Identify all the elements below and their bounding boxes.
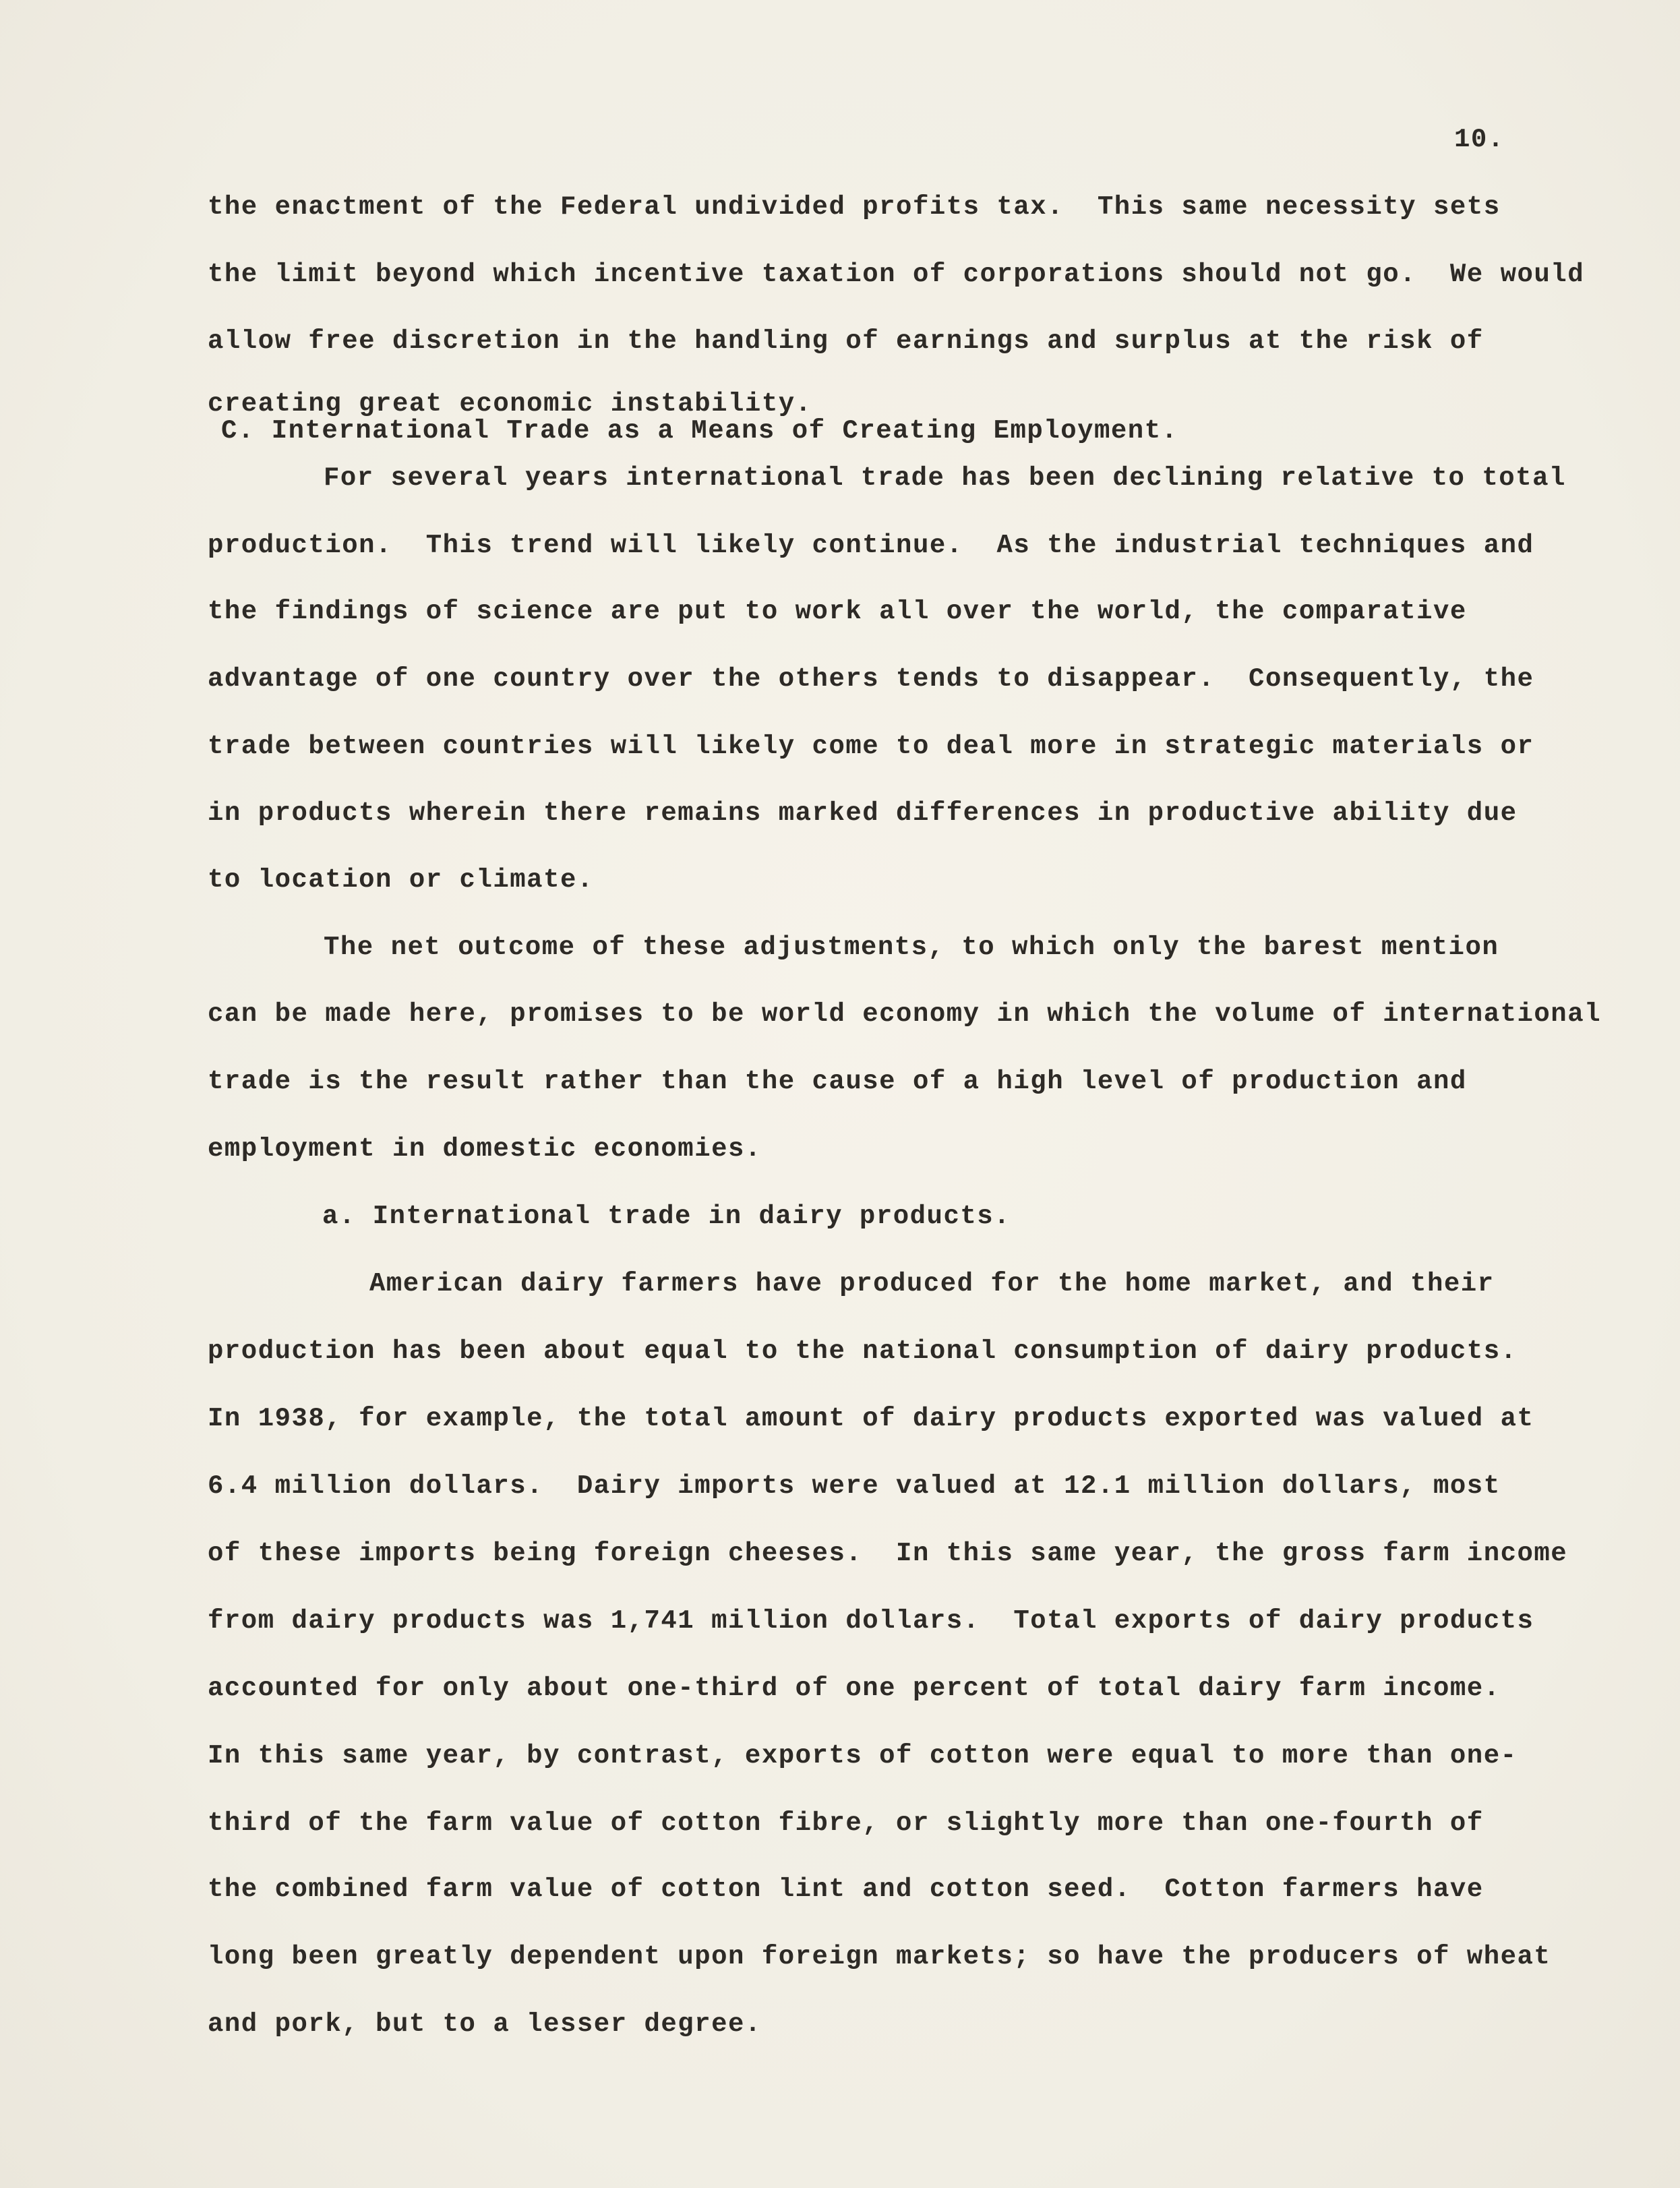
subsection-heading: a. International trade in dairy products. (322, 1202, 1011, 1231)
text-line: In this same year, by contrast, exports of cotton were equal to more than one- (208, 1741, 1518, 1771)
text-line: allow free discretion in the handling of earnings and surplus at the risk of (208, 326, 1484, 356)
text-line: The net outcome of these adjustments, to which only the barest mention (324, 933, 1499, 962)
text-line: employment in domestic economies. (208, 1134, 762, 1164)
text-line: 6.4 million dollars. Dairy imports were valued at 12.1 million dollars, most (208, 1471, 1501, 1501)
text-line: the combined farm value of cotton lint and cotton seed. Cotton farmers have (208, 1874, 1484, 1904)
text-line: of these imports being foreign cheeses. In this same year, the gross farm income (208, 1539, 1568, 1568)
text-line: production has been about equal to the national consumption of dairy products. (208, 1336, 1518, 1366)
text-line: For several years international trade has been declining relative to total (324, 463, 1566, 493)
text-line: trade between countries will likely come to deal more in strategic materials or (208, 732, 1534, 761)
text-line: from dairy products was 1,741 million dollars. Total exports of dairy products (208, 1606, 1534, 1636)
text-line: American dairy farmers have produced for the home market, and their (369, 1269, 1495, 1299)
text-line: to location or climate. (208, 865, 594, 895)
text-line: the limit beyond which incentive taxation of corporations should not go. We would (208, 260, 1585, 289)
text-line: the findings of science are put to work all over the world, the comparative (208, 597, 1467, 626)
text-line: creating great economic instability. (208, 389, 812, 419)
text-line: the enactment of the Federal undivided profits tax. This same necessity sets (208, 192, 1501, 222)
section-heading: C. International Trade as a Means of Creating Employment. (221, 416, 1178, 446)
text-line: and pork, but to a lesser degree. (208, 2009, 762, 2039)
text-line: advantage of one country over the others tends to disappear. Consequently, the (208, 664, 1534, 694)
text-line: long been greatly dependent upon foreign markets; so have the producers of wheat (208, 1942, 1551, 1972)
page-number: 10. (1454, 125, 1505, 154)
text-line: in products wherein there remains marked differences in productive ability due (208, 798, 1518, 828)
text-line: In 1938, for example, the total amount of dairy products exported was valued at (208, 1404, 1534, 1433)
text-line: accounted for only about one-third of one percent of total dairy farm income. (208, 1674, 1501, 1703)
text-line: can be made here, promises to be world economy in which the volume of international (208, 999, 1602, 1029)
text-line: trade is the result rather than the cause of a high level of production and (208, 1067, 1467, 1096)
text-line: production. This trend will likely continue. As the industrial techniques and (208, 531, 1534, 560)
text-line: third of the farm value of cotton fibre, or slightly more than one-fourth of (208, 1808, 1484, 1838)
